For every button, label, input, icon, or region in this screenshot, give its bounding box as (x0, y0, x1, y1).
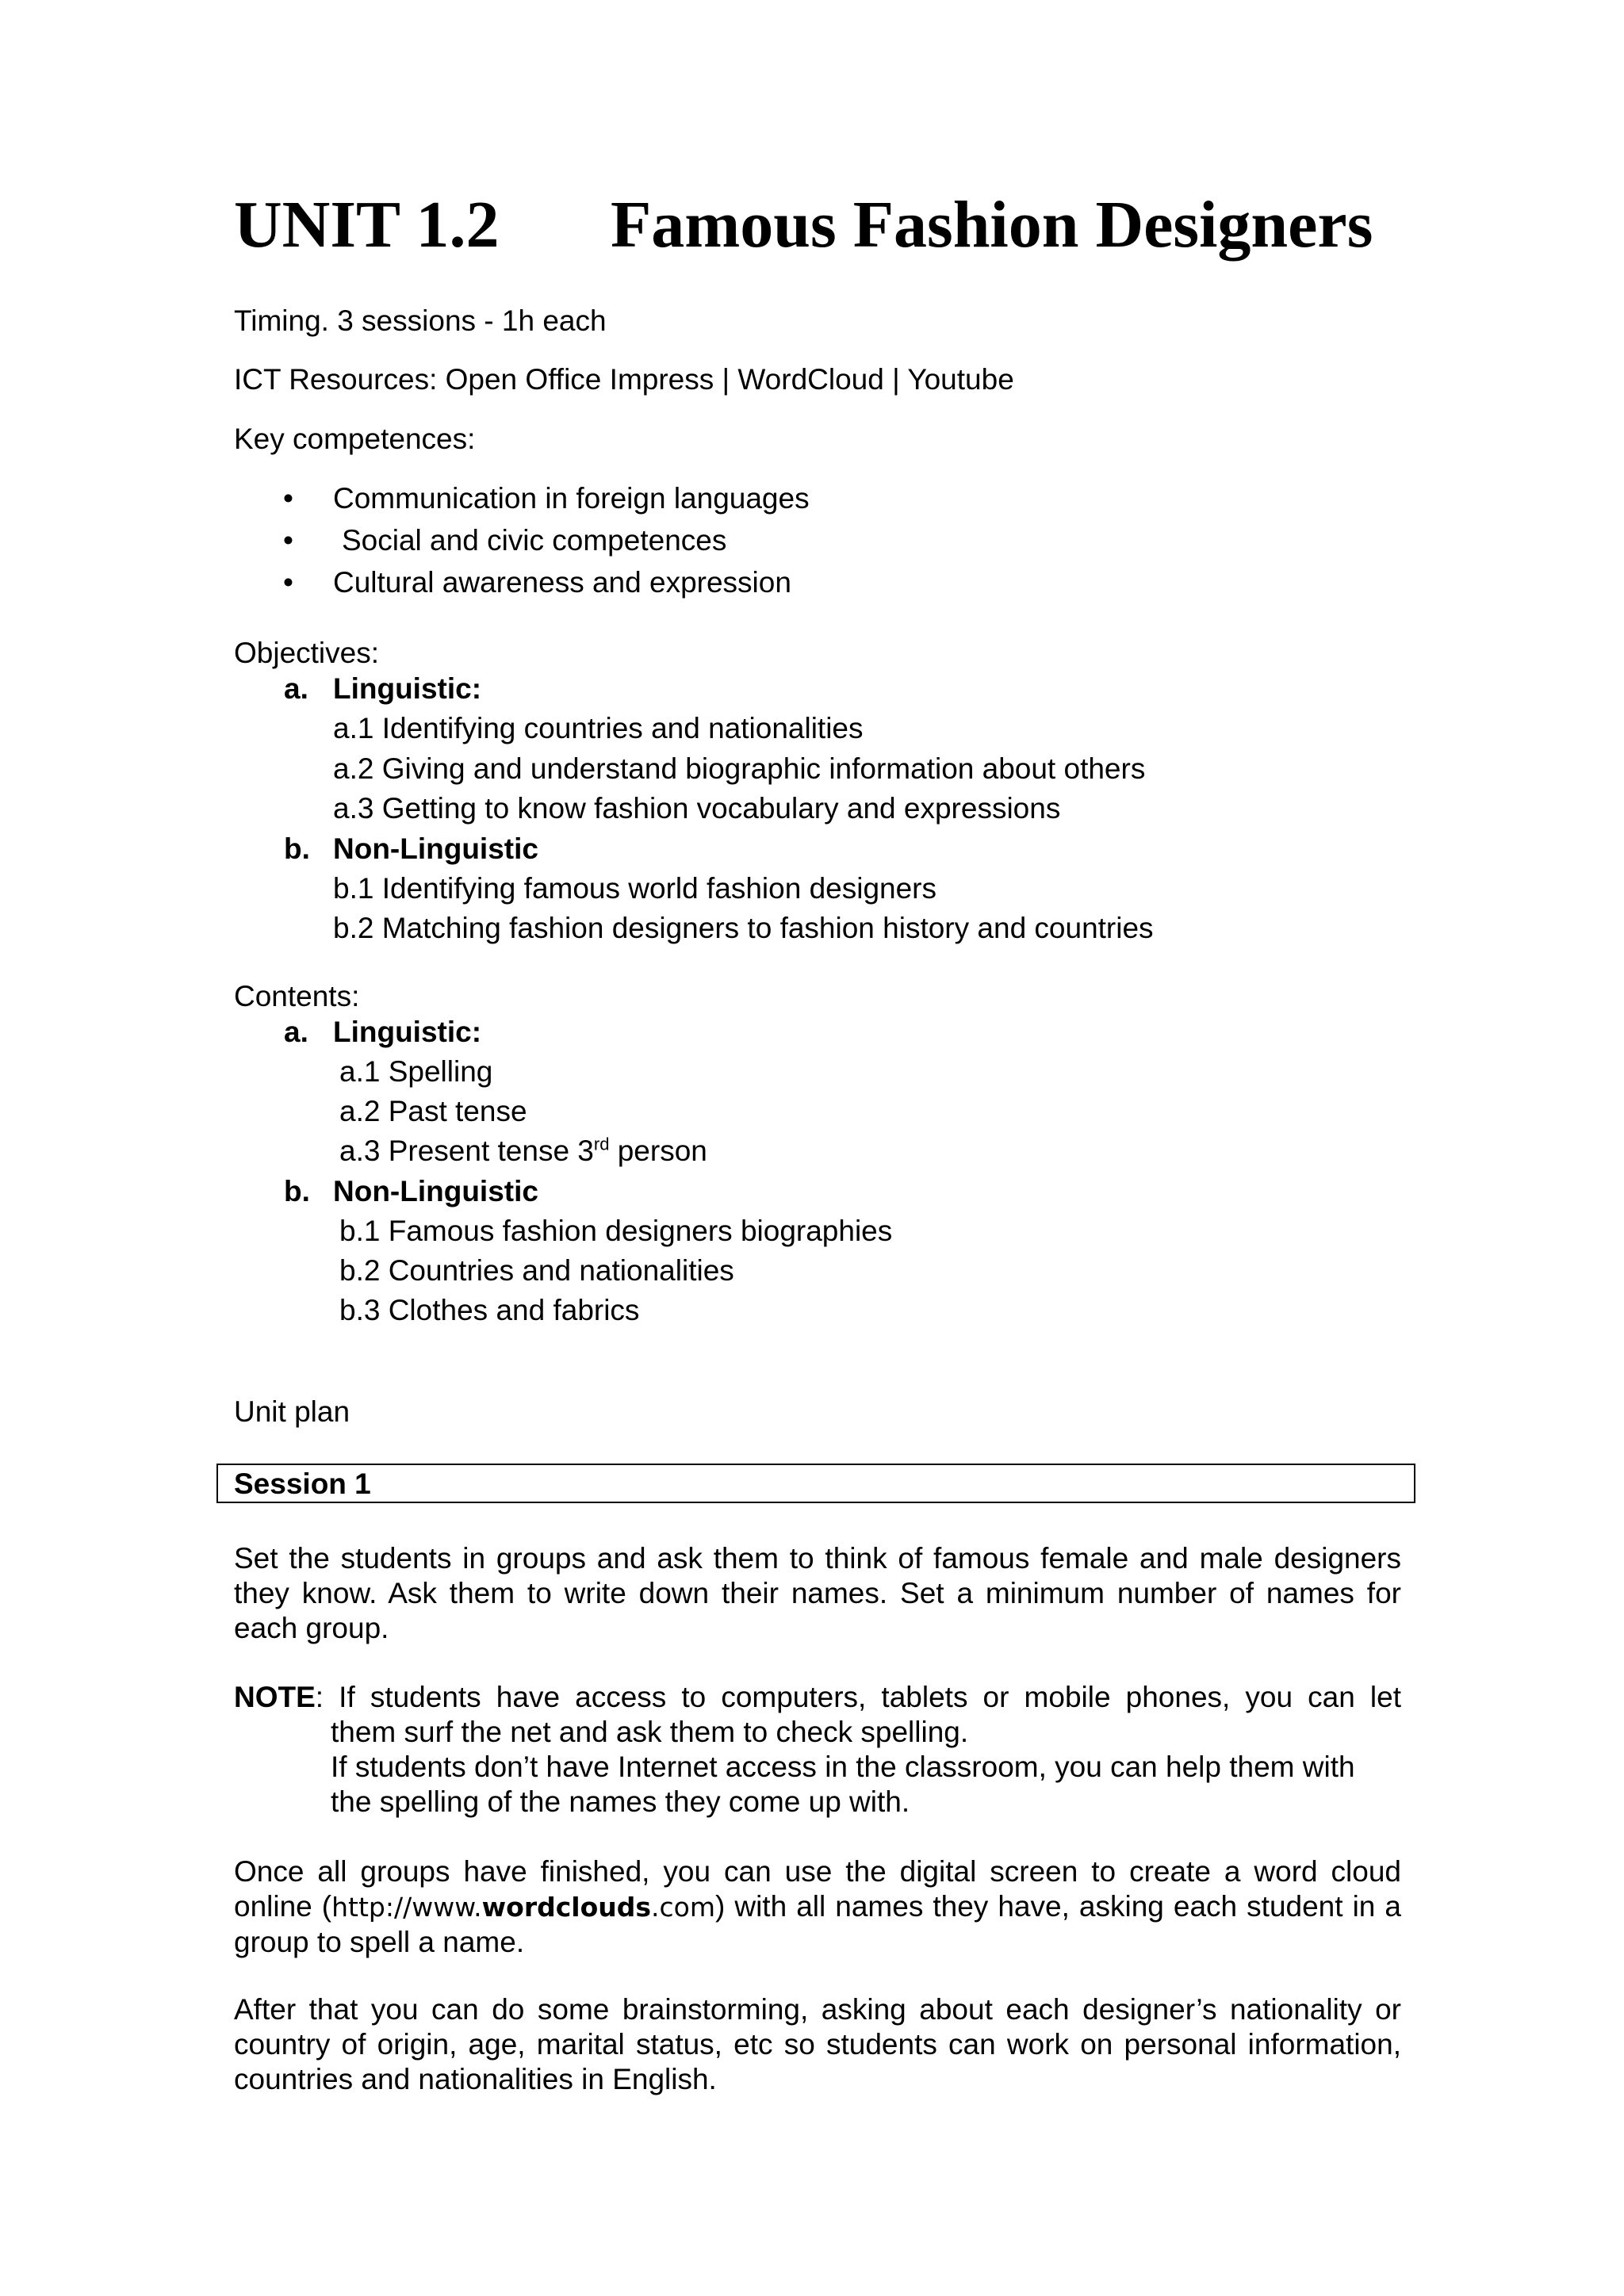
unit-name: Famous Fashion Designers (611, 188, 1373, 262)
note-block: NOTE: If students have access to computers, tablets or mobile phones, you can let them surf the net and ask them to check spelling. If students don’t have Internet access in the classroom, you can help them with the spelling of the names they come up with. (234, 1681, 1401, 1818)
list-item: a.2 Past tense (339, 1095, 527, 1127)
list-item: b.3 Clothes and fabrics (339, 1294, 640, 1326)
contents-label: Contents: (234, 980, 360, 1012)
page-title (234, 187, 1373, 263)
objectives-linguistic-heading: a. Linguistic: (284, 672, 482, 705)
bullet-icon: • (283, 482, 293, 515)
note-line: If students don’t have Internet access in the classroom, you can help them with the spelling of the names they come up with. (331, 1751, 1355, 1818)
bullet-icon: • (283, 566, 293, 599)
list-item: a.1 Identifying countries and nationalities (333, 712, 864, 744)
document-page: UNIT 1.2 Famous Fashion Designers Timing. 3 sessions - 1h each ICT Resources: Open Office Impress | WordCloud | Youtube Key competences: • Communication in foreign languages • Social and civic competences • Cultural awareness and expression Objectives: a. Linguistic: a.1 Identifying countries and nationalities a.2 Giving and understand biographic information about others a.3 Getting to know fashion vocabulary and expressions b. Non-Linguistic b.1 Identifying famous world fashion designers b.2 Matching fashion designers to fashion history and countries Contents: a. Linguistic: a.1 Spelling a.2 Past tense a.3 Present tense 3rd person b. Non-Linguistic b.1 Famous fashion designers biographies b.2 Countries and nationalities b.3 Clothes and fabrics Unit plan Session 1 Set the students in groups and ask them to think of famous female and male designers they know. Ask them to write down their names. Set a minimum number of names for each group. NOTE: If students have access to computers, tablets or mobile phones, you can let them surf the net and ask them to check spelling. If students don’t have Internet access in the classroom, you can help them with the spelling of the names they come up with. Once all groups have finished, you can use the digital screen to create a word cloud online (http://www.wordclouds.com) with all names they have, asking each student in a group to spell a name. After that you can do some brainstorming, asking about each designer’s nationality or country of origin, age, marital status, etc so students can work on personal information, countries and nationalities in English. (0, 0, 1624, 2296)
list-item: b.1 Identifying famous world fashion designers (333, 872, 936, 905)
list-item: a.2 Giving and understand biographic information about others (333, 752, 1146, 785)
session-paragraph-wordcloud: Once all groups have finished, you can use the digital screen to create a word cloud online (http://www.wordclouds.com) with all names they have, asking each student in a group to spell a name. (234, 1855, 1401, 1958)
list-item: b.2 Countries and nationalities (339, 1254, 734, 1287)
wordclouds-link[interactable]: http://www.wordclouds.com (331, 1892, 715, 1923)
key-competences-label: Key competences: (234, 423, 476, 455)
session-heading-box (216, 1464, 1415, 1503)
session-heading: Session 1 (234, 1468, 371, 1500)
timing-text: Timing. 3 sessions - 1h each (234, 304, 607, 337)
objectives-label: Objectives: (234, 637, 380, 669)
list-item: b.1 Famous fashion designers biographies (339, 1215, 893, 1247)
note-label: NOTE (234, 1681, 316, 1713)
bullet-icon: • (283, 524, 293, 557)
list-item: a.3 Getting to know fashion vocabulary and expressions (333, 792, 1061, 825)
ict-resources-text: ICT Resources: Open Office Impress | WordCloud | Youtube (234, 363, 1014, 396)
list-item: b.2 Matching fashion designers to fashion history and countries (333, 912, 1154, 944)
session-paragraph-groups: Set the students in groups and ask them to think of famous female and male designers they know. Ask them to write down their names. Set a minimum number of names for each group. (234, 1542, 1401, 1644)
list-item: a.3 Present tense 3rd person (339, 1134, 707, 1167)
list-item: a.1 Spelling (339, 1055, 493, 1088)
unit-plan-label: Unit plan (234, 1395, 350, 1428)
objectives-non-linguistic-heading: b. Non-Linguistic (284, 832, 538, 865)
contents-linguistic-heading: a. Linguistic: (284, 1016, 482, 1048)
note-line: them surf the net and ask them to check spelling. (331, 1716, 969, 1748)
session-paragraph-brainstorming: After that you can do some brainstorming, asking about each designer’s nationality or country of origin, age, marital status, etc so students can work on personal information, countries and nationalities in English. (234, 1993, 1401, 2095)
contents-non-linguistic-heading: b. Non-Linguistic (284, 1175, 538, 1207)
unit-number: UNIT 1.2 (234, 188, 500, 262)
